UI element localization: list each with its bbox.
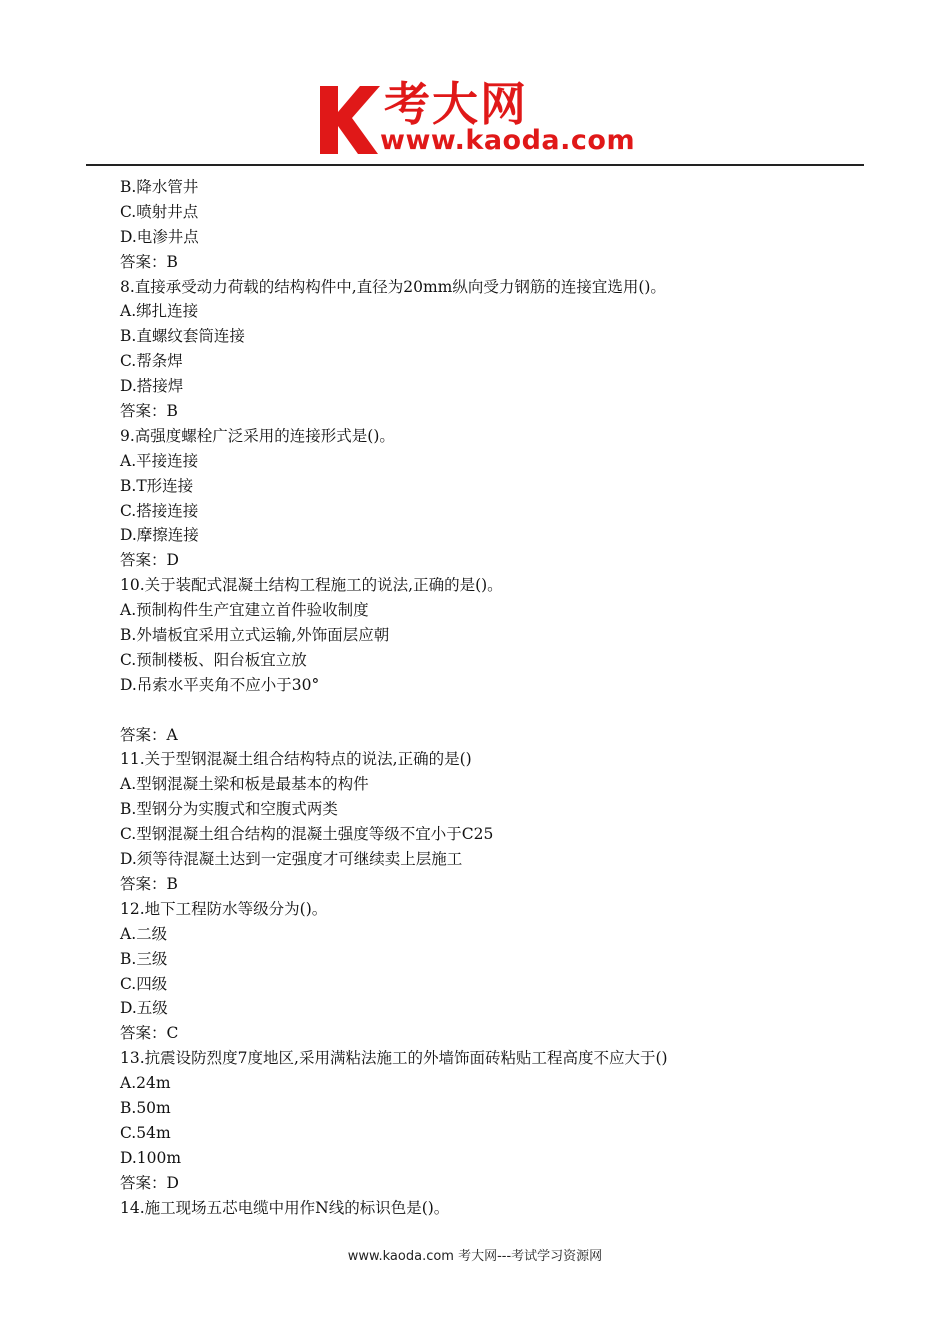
question-line: 13.抗震设防烈度7度地区,采用满粘法施工的外墙饰面砖粘贴工程高度不应大于() xyxy=(120,1049,668,1068)
option-line: B.直螺纹套筒连接 xyxy=(120,327,245,346)
answer-line: 答案：D xyxy=(120,1173,179,1192)
document-body xyxy=(120,175,880,1220)
answer-line: 答案：B xyxy=(120,402,178,421)
question-line: 11.关于型钢混凝土组合结构特点的说法,正确的是() xyxy=(120,750,472,769)
option-line: B.型钢分为实腹式和空腹式两类 xyxy=(120,800,338,819)
option-line: D.五级 xyxy=(120,999,168,1018)
option-line: C.型钢混凝土组合结构的混凝土强度等级不宜小于C25 xyxy=(120,825,494,844)
page-header xyxy=(0,0,950,168)
option-line: D.须等待混凝土达到一定强度才可继续卖上层施工 xyxy=(120,850,463,869)
option-line: D.搭接焊 xyxy=(120,377,184,396)
option-line: A.二级 xyxy=(120,924,168,943)
option-line: C.搭接连接 xyxy=(120,501,199,520)
text-line: D.电渗井点 xyxy=(120,227,199,246)
option-line: A.24m xyxy=(120,1074,171,1093)
page-footer: www.kaoda.com 考大网---考试学习资源网 xyxy=(347,1249,603,1264)
option-line: D.摩擦连接 xyxy=(120,526,199,545)
question-line: 14.施工现场五芯电缆中用作N线的标识色是()。 xyxy=(120,1198,450,1217)
option-line: B.T形连接 xyxy=(120,476,194,495)
k-logo-icon xyxy=(318,82,380,154)
question-line: 9.高强度螺栓广泛采用的连接形式是()。 xyxy=(120,426,395,445)
option-line: A.平接连接 xyxy=(120,451,199,470)
question-line: 10.关于装配式混凝土结构工程施工的说法,正确的是()。 xyxy=(120,576,503,595)
option-line: A.型钢混凝土梁和板是最基本的构件 xyxy=(120,775,369,794)
option-line: A.绑扎连接 xyxy=(120,302,199,321)
answer-line: 答案：C xyxy=(120,1024,179,1043)
option-line: D.吊索水平夹角不应小于30° xyxy=(120,675,320,694)
answer-line: 答案：B xyxy=(120,252,178,271)
option-line: A.预制构件生产宜建立首件验收制度 xyxy=(120,601,369,620)
answer-line: 答案：A xyxy=(120,725,178,744)
header-divider xyxy=(86,164,864,166)
question-line: 12.地下工程防水等级分为()。 xyxy=(120,899,328,918)
answer-line: 答案：D xyxy=(120,551,179,570)
answer-line: 答案：B xyxy=(120,874,178,893)
logo-url-text: www.kaoda.com xyxy=(380,125,636,156)
option-line: B.50m xyxy=(120,1098,171,1117)
blank-line xyxy=(120,698,880,723)
question-line: 8.直接承受动力荷载的结构构件中,直径为20mm纵向受力钢筋的连接宜选用()。 xyxy=(120,277,666,296)
option-line: C.54m xyxy=(120,1123,171,1142)
text-line: C.喷射井点 xyxy=(120,202,199,221)
option-line: D.100m xyxy=(120,1148,182,1167)
option-line: B.外墙板宜采用立式运输,外饰面层应朝 xyxy=(120,626,390,645)
option-line: C.帮条焊 xyxy=(120,352,183,371)
option-line: B.三级 xyxy=(120,949,168,968)
option-line: C.预制楼板、阳台板宜立放 xyxy=(120,650,307,669)
option-line: C.四级 xyxy=(120,974,168,993)
logo-brand-text: 考大网 xyxy=(384,77,528,131)
text-line: B.降水管井 xyxy=(120,178,199,196)
kaoda-logo[interactable] xyxy=(318,78,638,160)
